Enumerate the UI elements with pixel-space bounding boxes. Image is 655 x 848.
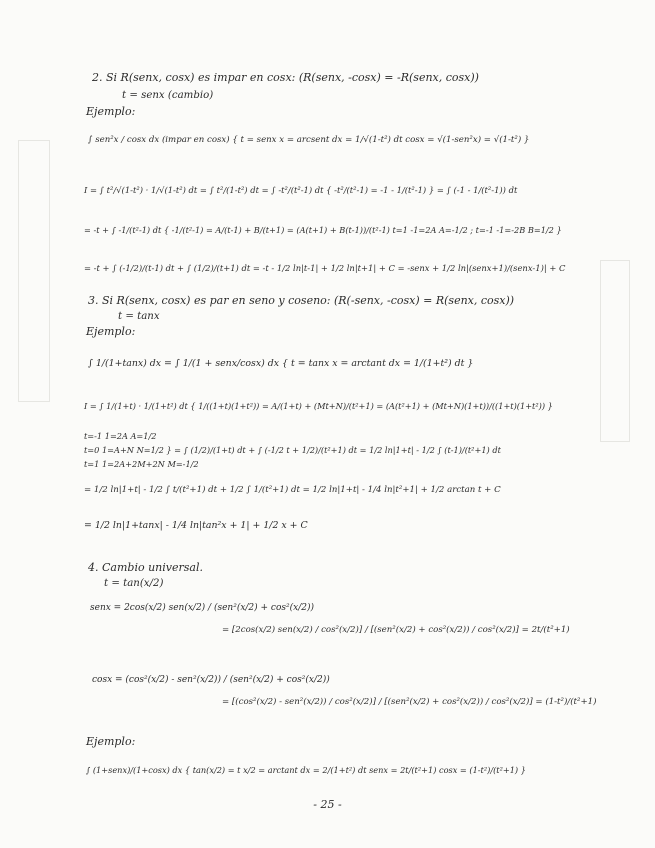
sinx-formula: senx = 2cos(x/2) sen(x/2) / (sen²(x/2) + cos²(x/2)) xyxy=(90,603,314,613)
example-label-3: Ejemplo: xyxy=(86,735,136,748)
example-2-decomposition: I = ∫ 1/(1+t) · 1/(1+t²) dt { 1/((1+t)(1+t²)) = A/(1+t) + (Mt+N)/(t²+1) = (A(t²+1) + (Mt+N)(1+t))/((1+t)(1+t²)) } xyxy=(84,401,553,411)
sinx-result: = [2cos(x/2) sen(x/2) / cos²(x/2)] / [(sen²(x/2) + cos²(x/2)) / cos²(x/2)] = 2t/(t²+1) xyxy=(222,625,570,635)
example-2-step: = 1/2 ln|1+t| - 1/2 ∫ t/(t²+1) dt + 1/2 ∫ 1/(t²+1) dt = 1/2 ln|1+t| - 1/4 ln|t²+1| + 1/2 arctan t + C xyxy=(84,485,501,495)
example-1-result: = -t + ∫ (-1/2)/(t-1) dt + ∫ (1/2)/(t+1) dt = -t - 1/2 ln|t-1| + 1/2 ln|t+1| + C = -senx + 1/2 ln|(senx+1)/(senx-1)| + C xyxy=(84,263,566,273)
example-2-integral: ∫ 1/(1+tanx) dx = ∫ 1/(1 + senx/cosx) dx { t = tanx x = arctant dx = 1/(1+t²) dt } xyxy=(88,358,474,369)
example-2-coef-a: t=-1 1=2A A=1/2 xyxy=(84,431,157,441)
section-2-substitution: t = senx (cambio) xyxy=(122,90,214,101)
example-2-coef-m: t=1 1=2A+2M+2N M=-1/2 xyxy=(84,459,199,469)
example-label-2: Ejemplo: xyxy=(86,325,136,338)
section-3-substitution: t = tanx xyxy=(118,311,160,322)
example-1-step-2: = -t + ∫ -1/(t²-1) dt { -1/(t²-1) = A/(t-1) + B/(t+1) = (A(t+1) + B(t-1))/(t²-1) t=1 -1=2A A=-1/2 ; t=-1 -1=-2B B=1/2 } xyxy=(84,225,562,235)
example-3-integral: ∫ (1+senx)/(1+cosx) dx { tan(x/2) = t x/2 = arctant dx = 2/(1+t²) dt senx = 2t/(t²+1) cosx = (1-t²)/(t²+1) } xyxy=(86,765,526,775)
section-3-title: 3. Si R(senx, cosx) es par en seno y coseno: (R(-senx, -cosx) = R(senx, cosx)) xyxy=(88,294,515,307)
example-2-result: = 1/2 ln|1+tanx| - 1/4 ln|tan²x + 1| + 1/2 x + C xyxy=(84,520,308,531)
section-4-title: 4. Cambio universal. xyxy=(88,561,203,574)
example-1-step-1: I = ∫ t²/√(1-t²) · 1/√(1-t²) dt = ∫ t²/(1-t²) dt = ∫ -t²/(t²-1) dt { -t²/(t²-1) = -1 - 1/(t²-1) } = ∫ (-1 - 1/(t²-1)) dt xyxy=(84,185,518,195)
cosx-result: = [(cos²(x/2) - sen²(x/2)) / cos²(x/2)] / [(sen²(x/2) + cos²(x/2)) / cos²(x/2)] = (1-t²)/(t²+1) xyxy=(222,697,597,707)
cosx-formula: cosx = (cos²(x/2) - sen²(x/2)) / (sen²(x/2) + cos²(x/2)) xyxy=(92,675,330,685)
section-4-substitution: t = tan(x/2) xyxy=(104,578,164,589)
example-label-1: Ejemplo: xyxy=(86,105,136,118)
bleed-through-box xyxy=(600,260,630,442)
page-number: - 25 - xyxy=(313,798,342,811)
bleed-through-box xyxy=(18,140,50,402)
example-1-integral: ∫ sen²x / cosx dx (impar en cosx) { t = senx x = arcsent dx = 1/√(1-t²) dt cosx = √(1-sen²x) = √(1-t²) } xyxy=(88,135,530,145)
example-2-coef-n: t=0 1=A+N N=1/2 } = ∫ (1/2)/(1+t) dt + ∫ (-1/2 t + 1/2)/(t²+1) dt = 1/2 ln|1+t| - 1/2 ∫ (t-1)/(t²+1) dt xyxy=(84,445,501,455)
section-2-title: 2. Si R(senx, cosx) es impar en cosx: (R(senx, -cosx) = -R(senx, cosx)) xyxy=(92,71,479,84)
